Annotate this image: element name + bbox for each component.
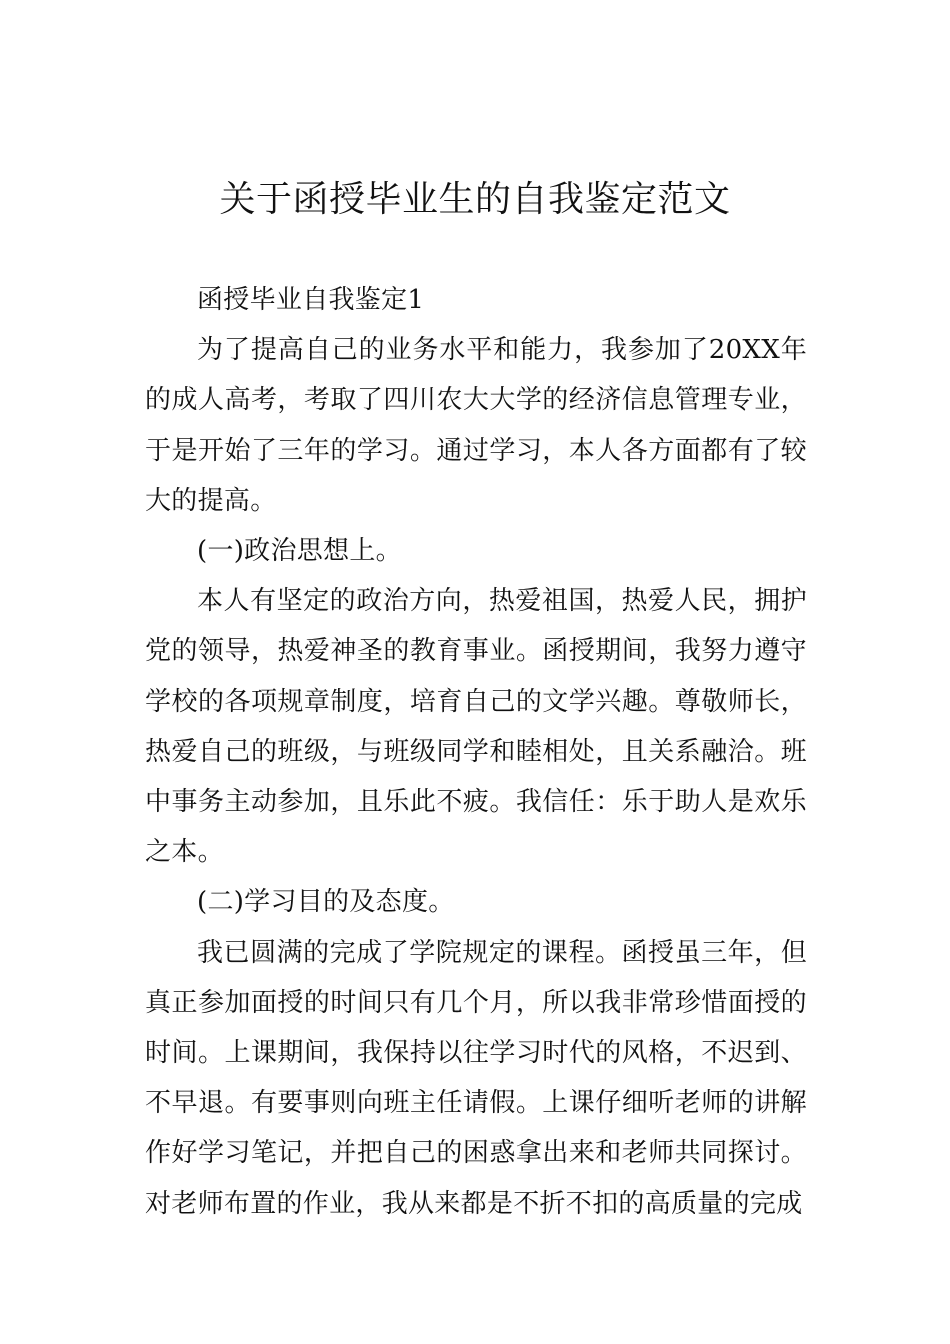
document-body — [145, 275, 807, 1229]
body-paragraph: 为了提高自己的业务水平和能力，我参加了20XX年的成人高考，考取了四川农大大学的经济信息管理专业，于是开始了三年的学习。通过学习，本人各方面都有了较大的提高。 — [145, 335, 807, 516]
body-paragraph: 我已圆满的完成了学院规定的课程。函授虽三年，但真正参加面授的时间只有几个月，所以我非常珍惜面授的时间。上课期间，我保持以往学习时代的风格，不迟到、不早退。有要事则向班主任请假。上课仔细听老师的讲解作好学习笔记，并把自己的困惑拿出来和老师共同探讨。对老师布置的作业，我从来都是不折不扣的高质量的完成 — [145, 937, 807, 1219]
section-heading: 函授毕业自我鉴定1 — [197, 285, 425, 315]
section-heading: (一)政治思想上。 — [197, 536, 402, 567]
section-heading: (二)学习目的及态度。 — [197, 887, 455, 918]
body-paragraph: 本人有坚定的政治方向，热爱祖国，热爱人民，拥护党的领导，热爱神圣的教育事业。函授期间，我努力遵守学校的各项规章制度，培育自己的文学兴趣。尊敬师长，热爱自己的班级，与班级同学和睦相处，且关系融洽。班中事务主动参加，且乐此不疲。我信任：乐于助人是欢乐之本。 — [145, 586, 807, 868]
document-title: 关于函授毕业生的自我鉴定范文 — [219, 179, 731, 220]
